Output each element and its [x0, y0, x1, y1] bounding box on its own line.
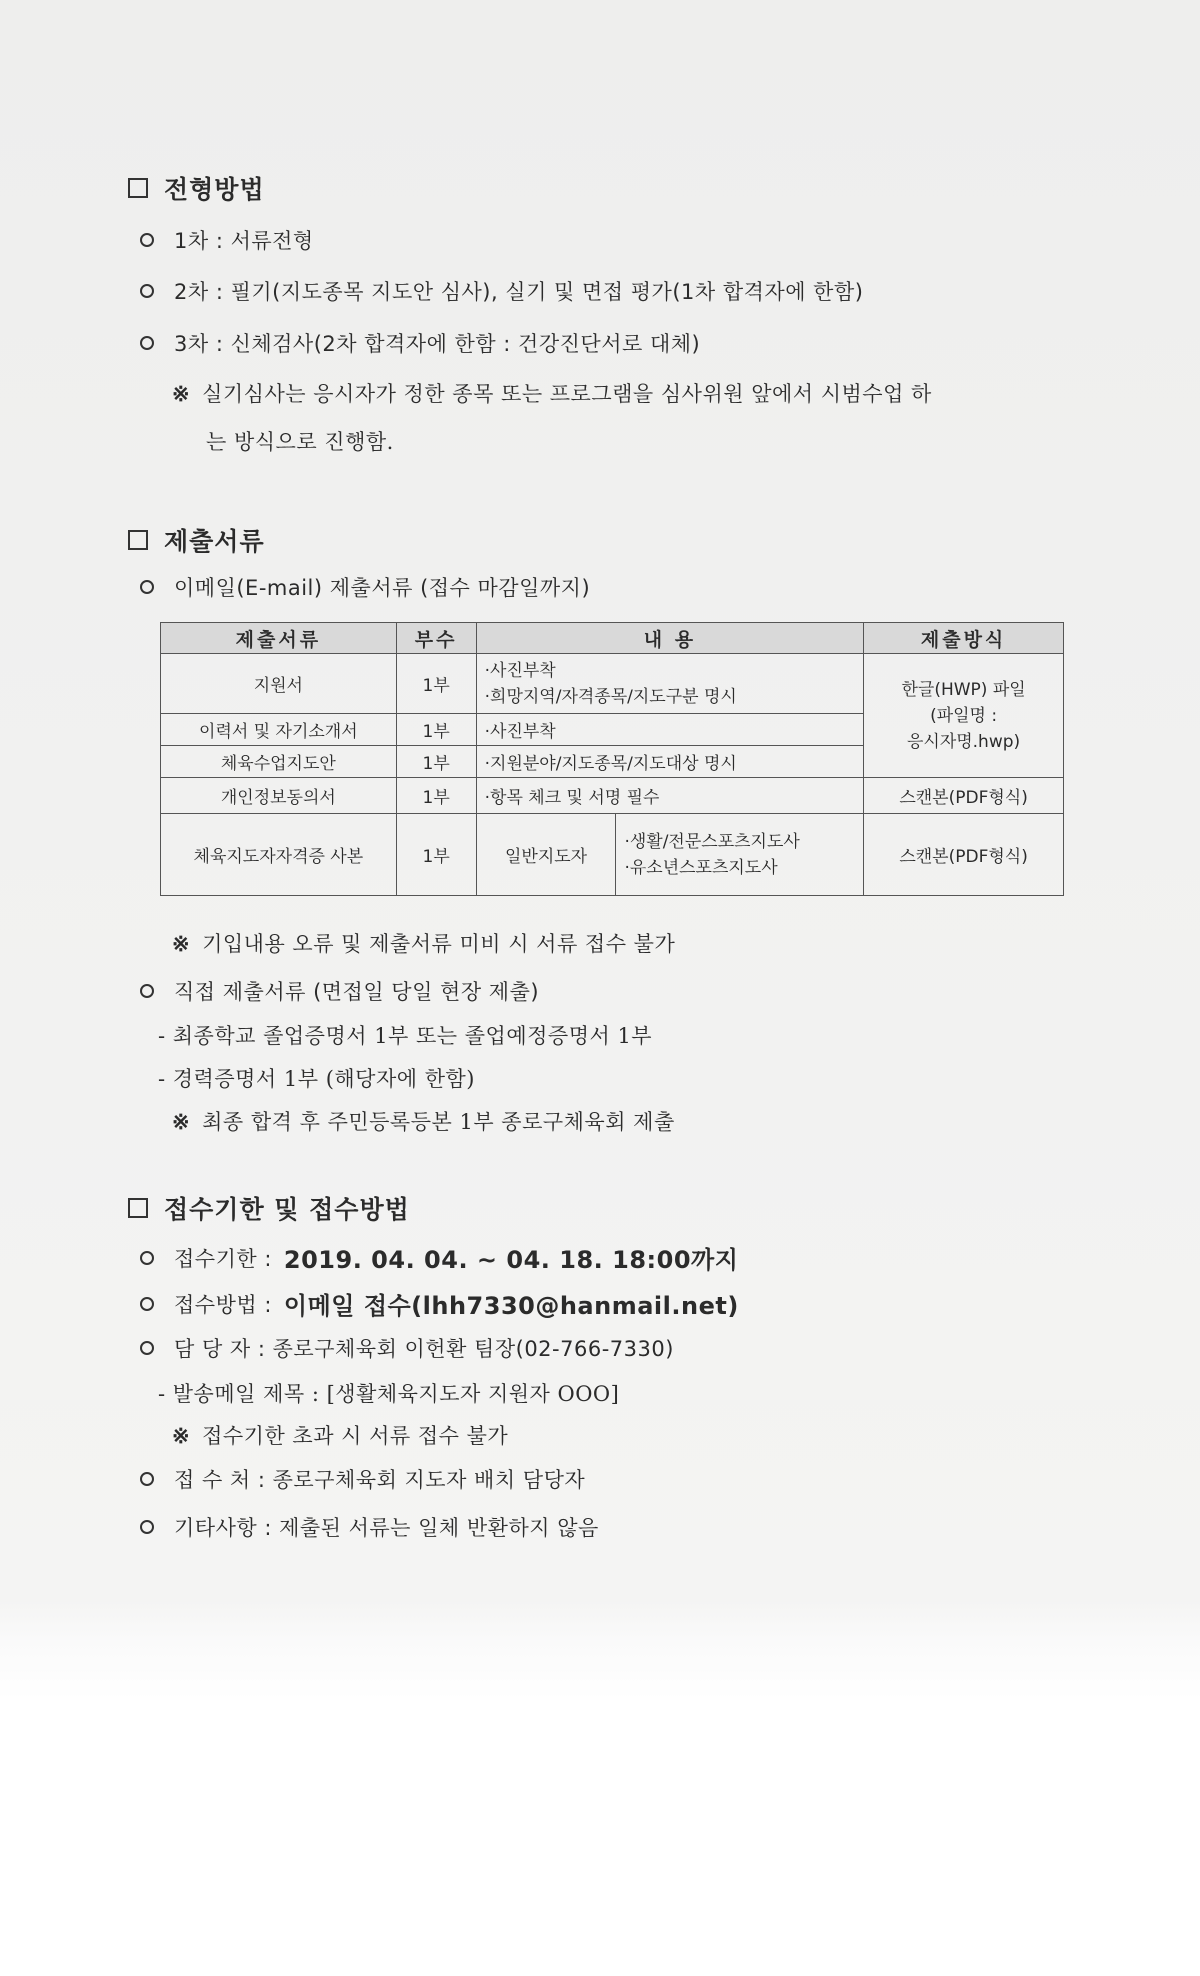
table-row — [161, 814, 1064, 896]
content-line: ·유소년스포츠지도사 — [624, 857, 778, 878]
content-line: ·희망지역/자격종목/지도구분 명시 — [484, 686, 737, 707]
checkbox-square-icon — [128, 1198, 148, 1218]
copies-cell: 1부 — [396, 778, 476, 814]
column-header: 제출방식 — [864, 623, 1064, 654]
note — [172, 378, 932, 408]
section-title: 제출서류 — [164, 527, 265, 556]
circle-bullet-icon — [140, 1520, 154, 1534]
deadline-value: 2019. 04. 04. ~ 04. 18. 18:00까지 — [283, 1246, 739, 1274]
method-line: (파일명 : — [930, 705, 998, 726]
item-text: - 최종학교 졸업증명서 1부 또는 졸업예정증명서 1부 — [158, 1024, 653, 1048]
note — [172, 1106, 675, 1136]
list-item — [140, 572, 590, 602]
note — [172, 928, 675, 958]
item-label: 접수기한 : — [174, 1246, 272, 1271]
item-text: 담 당 자 : 종로구체육회 이헌환 팀장(02-766-7330) — [174, 1337, 674, 1361]
content-cell: ·지원분야/지도종목/지도대상 명시 — [476, 746, 864, 778]
table-header-row — [161, 623, 1064, 654]
doc-cell: 지원서 — [161, 654, 397, 714]
column-header: 내 용 — [476, 623, 864, 654]
circle-bullet-icon — [140, 284, 154, 298]
method-line: 응시자명.hwp) — [906, 731, 1021, 752]
copies-cell: 1부 — [396, 814, 476, 896]
content-line: ·사진부착 — [484, 660, 556, 681]
checkbox-square-icon — [128, 178, 148, 198]
circle-bullet-icon — [140, 336, 154, 350]
column-header: 제출서류 — [161, 623, 397, 654]
list-item — [140, 1286, 739, 1321]
list-item — [140, 225, 314, 255]
content-cell — [616, 814, 864, 896]
content-cell — [476, 654, 864, 714]
item-text: 2차 : 필기(지도종목 지도안 심사), 실기 및 면접 평가(1차 합격자에 한함) — [174, 280, 864, 304]
copies-cell: 1부 — [396, 654, 476, 714]
list-item — [140, 328, 700, 358]
doc-cell: 이력서 및 자기소개서 — [161, 714, 397, 746]
list-item — [140, 976, 539, 1006]
note-text: 는 방식으로 진행함. — [206, 430, 394, 454]
circle-bullet-icon — [140, 984, 154, 998]
content-cell: ·항목 체크 및 서명 필수 — [476, 778, 864, 814]
item-text: - 경력증명서 1부 (해당자에 한함) — [158, 1067, 475, 1091]
doc-cell: 체육수업지도안 — [161, 746, 397, 778]
section-title: 전형방법 — [164, 175, 265, 204]
checkbox-square-icon — [128, 530, 148, 550]
list-item — [140, 1464, 585, 1494]
item-text: 기타사항 : 제출된 서류는 일체 반환하지 않음 — [174, 1516, 599, 1540]
sub-item — [158, 1020, 652, 1050]
list-item — [140, 1240, 738, 1275]
note-mark: ※ — [172, 1108, 191, 1134]
note-mark: ※ — [172, 380, 191, 406]
table-row — [161, 654, 1064, 714]
method-line: 한글(HWP) 파일 — [901, 679, 1026, 700]
item-text: 1차 : 서류전형 — [174, 229, 314, 253]
method-cell: 스캔본(PDF형식) — [864, 814, 1064, 896]
item-label: 접수방법 : — [174, 1292, 272, 1317]
item-text: 직접 제출서류 (면접일 당일 현장 제출) — [174, 980, 540, 1004]
note-mark: ※ — [172, 930, 191, 956]
doc-cell: 개인정보동의서 — [161, 778, 397, 814]
method-cell: 스캔본(PDF형식) — [864, 778, 1064, 814]
note-continuation — [206, 426, 394, 456]
note — [172, 1420, 508, 1450]
doc-cell: 체육지도자자격증 사본 — [161, 814, 397, 896]
section-title: 접수기한 및 접수방법 — [164, 1195, 410, 1224]
circle-bullet-icon — [140, 233, 154, 247]
list-item — [140, 1512, 599, 1542]
method-value: 이메일 접수(lhh7330@hanmail.net) — [283, 1292, 739, 1320]
section-heading-documents — [128, 522, 265, 558]
note-mark: ※ — [172, 1422, 191, 1448]
column-header: 부수 — [396, 623, 476, 654]
sub-item — [158, 1378, 619, 1408]
circle-bullet-icon — [140, 1297, 154, 1311]
item-text: 접 수 처 : 종로구체육회 지도자 배치 담당자 — [174, 1468, 586, 1492]
table-row — [161, 778, 1064, 814]
sub-type-cell: 일반지도자 — [476, 814, 616, 896]
item-text: 이메일(E-mail) 제출서류 (접수 마감일까지) — [174, 576, 591, 600]
sub-item — [158, 1063, 475, 1093]
circle-bullet-icon — [140, 1472, 154, 1486]
item-text: 3차 : 신체검사(2차 합격자에 한함 : 건강진단서로 대체) — [174, 332, 701, 356]
note-text: 접수기한 초과 시 서류 접수 불가 — [202, 1424, 509, 1448]
note-text: 기입내용 오류 및 제출서류 미비 시 서류 접수 불가 — [202, 932, 676, 956]
list-item — [140, 1333, 674, 1363]
section-heading-selection — [128, 170, 265, 206]
content-line: ·생활/전문스포츠지도사 — [624, 831, 800, 852]
section-heading-submission — [128, 1190, 410, 1226]
content-cell: ·사진부착 — [476, 714, 864, 746]
copies-cell: 1부 — [396, 746, 476, 778]
list-item — [140, 276, 863, 306]
documents-table — [160, 622, 1064, 896]
note-text: 실기심사는 응시자가 정한 종목 또는 프로그램을 심사위원 앞에서 시범수업 하 — [202, 382, 932, 406]
circle-bullet-icon — [140, 580, 154, 594]
circle-bullet-icon — [140, 1251, 154, 1265]
method-cell — [864, 654, 1064, 778]
copies-cell: 1부 — [396, 714, 476, 746]
item-text: - 발송메일 제목 : [생활체육지도자 지원자 OOO] — [158, 1382, 620, 1406]
note-text: 최종 합격 후 주민등록등본 1부 종로구체육회 제출 — [202, 1110, 675, 1134]
circle-bullet-icon — [140, 1341, 154, 1355]
